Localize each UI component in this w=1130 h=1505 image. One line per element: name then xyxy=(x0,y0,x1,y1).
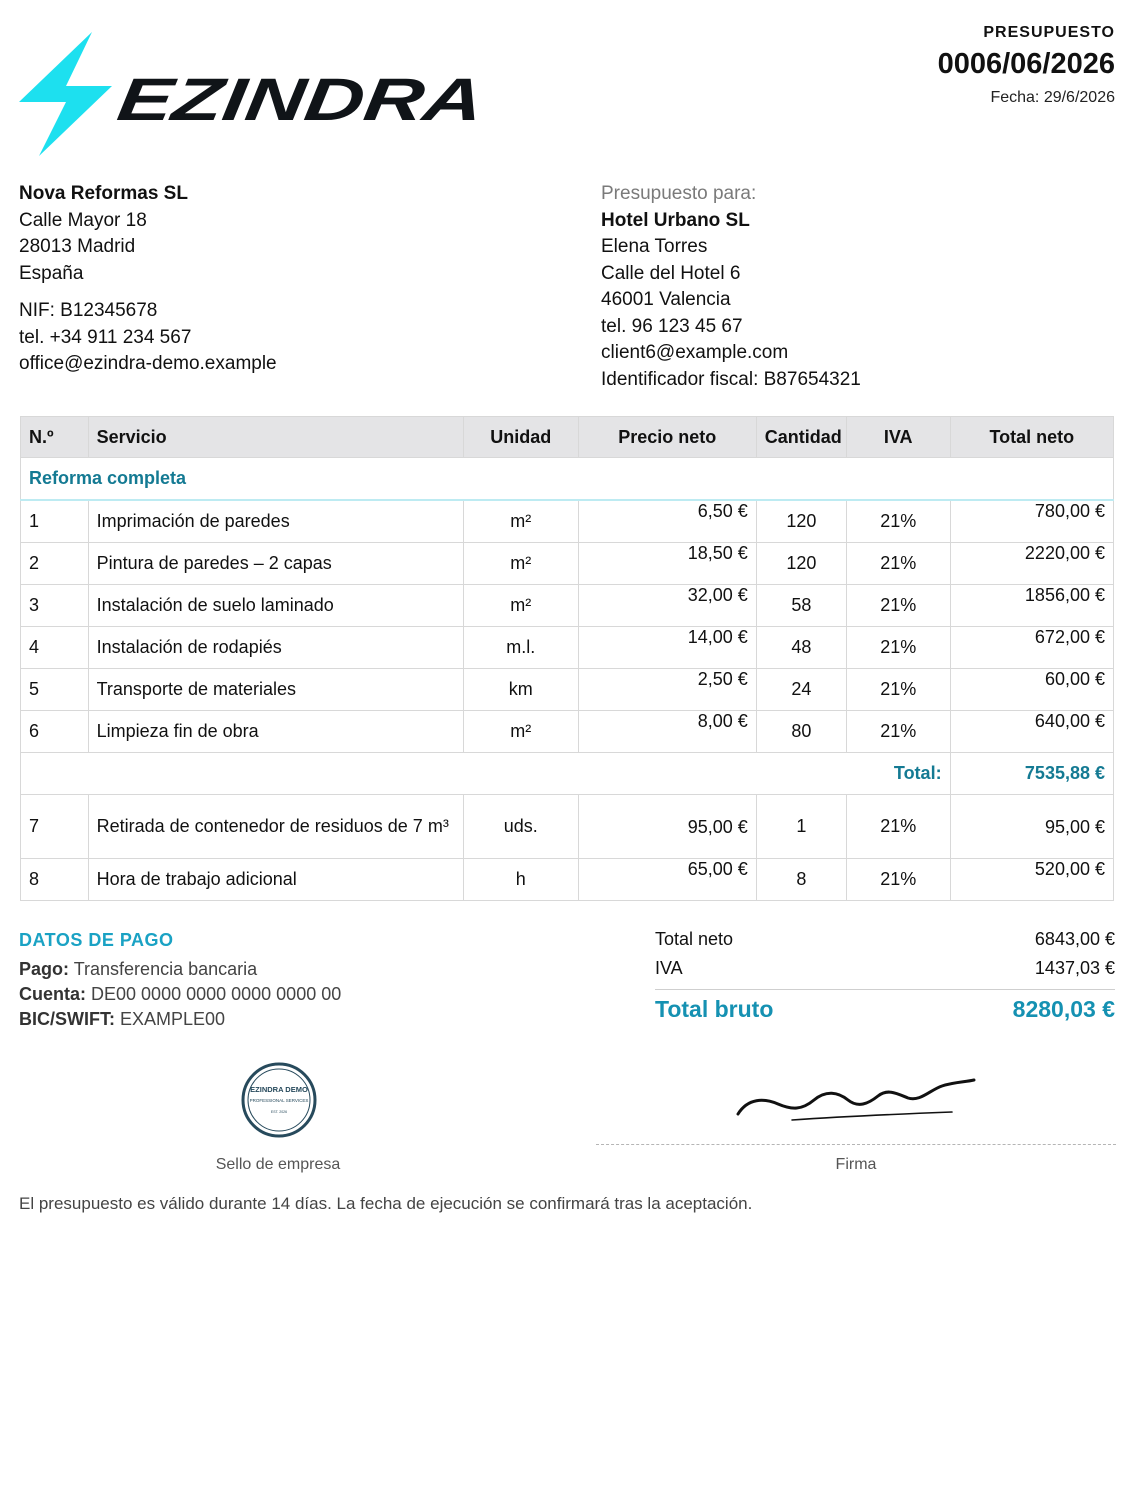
item-price: 8,00 € xyxy=(578,711,756,753)
item-no: 3 xyxy=(21,585,89,627)
signature xyxy=(730,1070,980,1130)
item-iva: 21% xyxy=(846,543,950,585)
table-header-row xyxy=(21,417,1114,458)
seller-nif: NIF: B12345678 xyxy=(19,300,158,321)
item-iva: 21% xyxy=(846,711,950,753)
item-iva: 21% xyxy=(846,669,950,711)
item-unit: m² xyxy=(463,500,578,543)
item-quantity: 120 xyxy=(756,500,846,543)
item-total: 95,00 € xyxy=(950,795,1113,859)
table-row xyxy=(21,711,1114,753)
item-unit: km xyxy=(463,669,578,711)
table-row xyxy=(21,795,1114,859)
buyer-street: Calle del Hotel 6 xyxy=(601,262,741,284)
col-header-service: Servicio xyxy=(88,417,463,458)
section-subtotal-label: Total: xyxy=(21,753,951,795)
item-no: 8 xyxy=(21,859,89,901)
item-price: 18,50 € xyxy=(578,543,756,585)
total-iva-row xyxy=(655,955,1115,984)
item-service: Retirada de contenedor de residuos de 7 m³ xyxy=(88,795,463,859)
item-total: 640,00 € xyxy=(950,711,1113,753)
item-service: Transporte de materiales xyxy=(88,669,463,711)
item-service: Instalación de suelo laminado xyxy=(88,585,463,627)
document-date: Fecha: 29/6/2026 xyxy=(990,89,1115,106)
payment-bic: EXAMPLE00 xyxy=(120,1009,226,1029)
item-service: Hora de trabajo adicional xyxy=(88,859,463,901)
total-gross-label: Total bruto xyxy=(655,996,774,1022)
table-row xyxy=(21,669,1114,711)
company-logo xyxy=(16,30,486,160)
payment-bic-label: BIC/SWIFT: xyxy=(19,1009,115,1029)
lightning-bolt-icon xyxy=(19,32,112,156)
total-net-value: 6843,00 € xyxy=(1034,929,1115,949)
item-service: Imprimación de paredes xyxy=(88,500,463,543)
seller-country: España xyxy=(19,262,84,284)
item-service: Pintura de paredes – 2 capas xyxy=(88,543,463,585)
item-service: Instalación de rodapiés xyxy=(88,627,463,669)
col-header-iva: IVA xyxy=(846,417,950,458)
item-no: 6 xyxy=(21,711,89,753)
items-table xyxy=(20,416,1114,901)
section-title: Reforma completa xyxy=(21,458,1114,501)
item-unit: h xyxy=(463,859,578,901)
buyer-for-label: Presupuesto para: xyxy=(601,183,757,204)
validity-note: El presupuesto es válido durante 14 días. La fecha de ejecución se confirmará tras la aceptación. xyxy=(19,1194,753,1213)
item-iva: 21% xyxy=(846,585,950,627)
company-stamp xyxy=(240,1061,318,1139)
payment-account: DE00 0000 0000 0000 0000 00 xyxy=(91,984,342,1004)
item-no: 2 xyxy=(21,543,89,585)
payment-block xyxy=(19,928,341,1032)
table-row xyxy=(21,627,1114,669)
item-iva: 21% xyxy=(846,500,950,543)
item-no: 1 xyxy=(21,500,89,543)
section-subtotal-row xyxy=(21,753,1114,795)
totals-block xyxy=(655,926,1115,1023)
item-price: 32,00 € xyxy=(578,585,756,627)
item-price: 2,50 € xyxy=(578,669,756,711)
item-unit: m² xyxy=(463,585,578,627)
document-number: 0006/06/2026 xyxy=(937,48,1115,80)
col-header-unit: Unidad xyxy=(463,417,578,458)
col-header-total: Total neto xyxy=(950,417,1113,458)
item-total: 520,00 € xyxy=(950,859,1113,901)
table-row xyxy=(21,585,1114,627)
buyer-city: 46001 Valencia xyxy=(601,289,731,310)
table-row xyxy=(21,500,1114,543)
item-quantity: 80 xyxy=(756,711,846,753)
item-iva: 21% xyxy=(846,627,950,669)
table-row xyxy=(21,859,1114,901)
col-header-quantity: Cantidad xyxy=(756,417,846,458)
buyer-tel: tel. 96 123 45 67 xyxy=(601,315,743,337)
payment-title: DATOS DE PAGO xyxy=(19,930,174,950)
table-row xyxy=(21,543,1114,585)
item-no: 7 xyxy=(21,795,89,859)
stamp-line-2: PROFESSIONAL SERVICES xyxy=(249,1098,309,1103)
item-price: 65,00 € xyxy=(578,859,756,901)
payment-method: Transferencia bancaria xyxy=(73,959,258,979)
seller-tel: tel. +34 911 234 567 xyxy=(19,326,192,348)
item-quantity: 8 xyxy=(756,859,846,901)
total-net-row xyxy=(655,926,1115,955)
seller-city: 28013 Madrid xyxy=(19,236,136,257)
seller-email: office@ezindra-demo.example xyxy=(19,353,277,374)
total-net-label: Total neto xyxy=(655,929,734,949)
signature-line xyxy=(596,1144,1116,1145)
item-quantity: 120 xyxy=(756,543,846,585)
item-price: 6,50 € xyxy=(578,500,756,543)
buyer-email: client6@example.com xyxy=(601,342,789,363)
item-unit: m.l. xyxy=(463,627,578,669)
seller-block xyxy=(19,181,277,378)
item-no: 4 xyxy=(21,627,89,669)
payment-method-label: Pago: xyxy=(19,959,70,979)
document-type: PRESUPUESTO xyxy=(983,24,1115,41)
item-total: 2220,00 € xyxy=(950,543,1113,585)
item-price: 95,00 € xyxy=(578,795,756,859)
item-quantity: 1 xyxy=(756,795,846,859)
total-iva-label: IVA xyxy=(655,958,683,978)
stamp-line-3: EST. 2026 xyxy=(270,1110,288,1114)
buyer-name: Hotel Urbano SL xyxy=(601,209,750,231)
item-iva: 21% xyxy=(846,859,950,901)
item-total: 60,00 € xyxy=(950,669,1113,711)
col-header-no: N.º xyxy=(21,417,89,458)
buyer-tax-id: Identificador fiscal: B87654321 xyxy=(601,368,861,390)
section-row xyxy=(21,458,1114,501)
col-header-price: Precio neto xyxy=(578,417,756,458)
total-gross-row xyxy=(655,996,1115,1023)
payment-account-label: Cuenta: xyxy=(19,984,86,1004)
item-total: 1856,00 € xyxy=(950,585,1113,627)
item-iva: 21% xyxy=(846,795,950,859)
item-unit: m² xyxy=(463,711,578,753)
item-total: 672,00 € xyxy=(950,627,1113,669)
item-quantity: 24 xyxy=(756,669,846,711)
stamp-label: Sello de empresa xyxy=(215,1156,341,1173)
seller-street: Calle Mayor 18 xyxy=(19,209,147,231)
item-no: 5 xyxy=(21,669,89,711)
item-unit: uds. xyxy=(463,795,578,859)
section-subtotal-value: 7535,88 € xyxy=(950,753,1113,795)
total-iva-value: 1437,03 € xyxy=(1034,958,1115,978)
item-quantity: 58 xyxy=(756,585,846,627)
document-header xyxy=(938,24,1115,107)
item-unit: m² xyxy=(463,543,578,585)
item-quantity: 48 xyxy=(756,627,846,669)
buyer-contact: Elena Torres xyxy=(601,236,708,257)
total-gross-value: 8280,03 € xyxy=(1012,996,1115,1022)
item-total: 780,00 € xyxy=(950,500,1113,543)
stamp-line-1: EZINDRA DEMO xyxy=(250,1085,308,1094)
item-price: 14,00 € xyxy=(578,627,756,669)
item-service: Limpieza fin de obra xyxy=(88,711,463,753)
signature-label: Firma xyxy=(835,1156,877,1173)
logo-wordmark: EZINDRA xyxy=(113,65,390,133)
seller-name: Nova Reformas SL xyxy=(19,183,188,204)
buyer-block xyxy=(601,181,861,393)
